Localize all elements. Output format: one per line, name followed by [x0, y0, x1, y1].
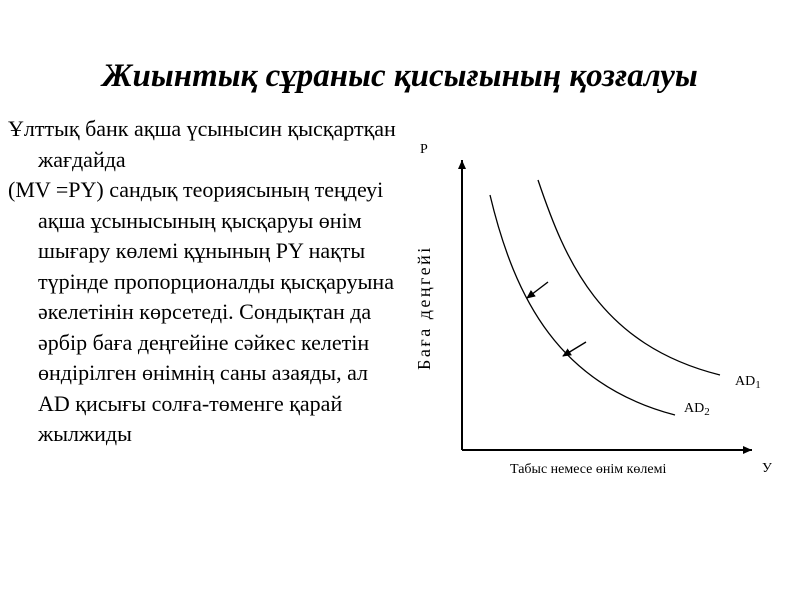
ad1-curve	[538, 180, 720, 375]
slide-title: Жиынтық сұраныс қисығының қозғалуы	[102, 58, 698, 94]
shift-arrow-lower	[563, 342, 586, 356]
y-axis-label: Баға деңгейі	[414, 245, 434, 370]
x-axis-label: Табыс немесе өнім көлемі	[510, 462, 667, 477]
shift-arrow-upper	[527, 282, 548, 298]
ad1-label: $AD_1$	[735, 374, 761, 391]
x-axis-symbol: У	[762, 461, 772, 476]
ad2-label: $AD_2$	[684, 401, 710, 418]
paragraph-condition: Ұлттық банк ақша үсынысин қысқартқан жағдайда	[8, 116, 396, 172]
y-axis-symbol: P	[420, 142, 428, 157]
ad2-curve	[490, 195, 675, 415]
paragraph-explanation: (MV =PY) сандық теориясының теңдеуі ақша ұсынысының қысқаруы өнім шығару көлемі құнының PY нақты түрінде пропорционалды қысқаруына әкелетінін көрсетеді. Сондықтан да әрбір баға деңгейіне сәйкес келетін өндірілген өнімнің саны азаяды, ал AD қисығы солға-төменге қарай жылжиды	[8, 177, 394, 446]
